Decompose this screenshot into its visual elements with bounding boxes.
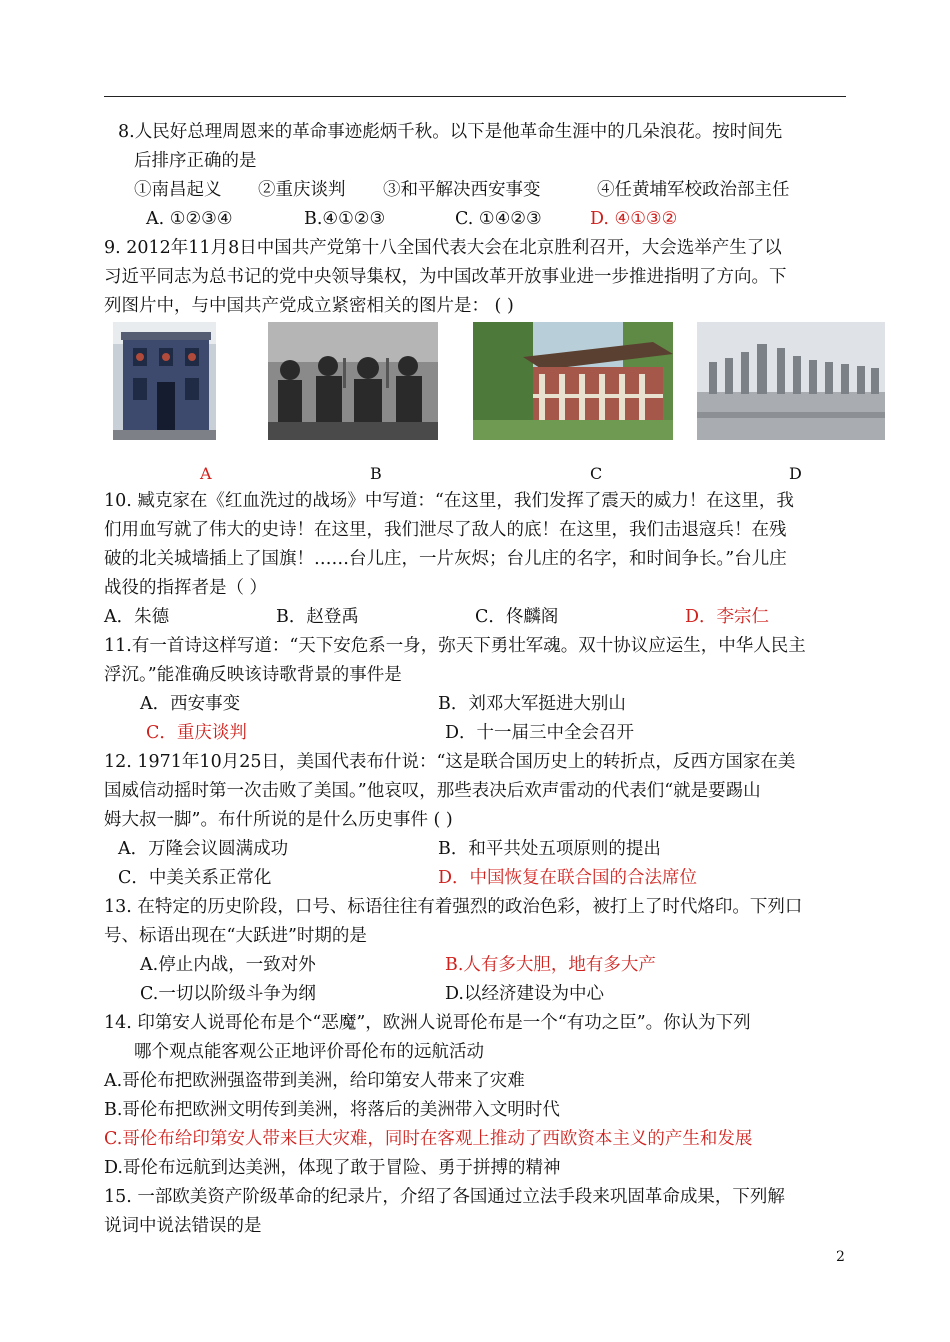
q14-stem-line1: 14. 印第安人说哥伦布是个“恶魔”，欧洲人说哥伦布是一个“有功之臣”。你认为下列 [104,1013,751,1033]
q10-option-d-answer: D．李宗仁 [685,607,770,627]
photo-caption-a: A [200,464,212,483]
q15-stem-line1: 15. 一部欧美资产阶级革命的纪录片，介绍了各国通过立法手段来巩固革命成果，下列解 [104,1187,785,1207]
q13-option-a: A.停止内战，一致对外 [140,955,316,975]
q13-stem-line2: 号、标语出现在“大跃进”时期的是 [104,926,367,946]
q12-option-d-answer: D．中国恢复在联合国的合法席位 [438,868,698,888]
header-rule [104,96,846,97]
q10-stem-line2: 们用血写就了伟大的史诗！在这里，我们泄尽了敌人的底！在这里，我们击退寇兵！在残 [104,520,787,540]
q14-option-a: A.哥伦布把欧洲强盗带到美洲，给印第安人带来了灾难 [104,1071,525,1091]
q13-stem-line1: 13. 在特定的历史阶段，口号、标语往往有着强烈的政治色彩，被打上了时代烙印。下列口 [104,897,803,917]
q10-stem-line1: 10. 臧克家在《红血洗过的战场》中写道：“在这里，我们发挥了震天的威力！在这里，我 [104,491,794,511]
photo-c-building [473,322,673,440]
q8-item-2: ②重庆谈判 [258,180,346,200]
photo-caption-c: C [590,464,603,483]
photo-a-party-site [113,322,216,440]
photo-caption-b: B [370,464,382,483]
q10-stem-line4: 战役的指挥者是（ ） [104,578,268,598]
q15-stem-line2: 说词中说法错误的是 [104,1216,262,1236]
q8-item-1: ①南昌起义 [134,180,222,200]
q11-option-c-answer: C．重庆谈判 [146,723,247,743]
q14-option-d: D.哥伦布远航到达美洲，体现了敢于冒险、勇于拼搏的精神 [104,1158,561,1178]
q8-option-c: C. ①④②③ [455,209,542,229]
q14-stem-line2: 哪个观点能客观公正地评价哥伦布的远航活动 [134,1042,484,1062]
q13-option-d: D.以经济建设为中心 [445,984,604,1004]
q14-option-c-answer: C.哥伦布给印第安人带来巨大灾难，同时在客观上推动了西欧资本主义的产生和发展 [104,1129,753,1149]
q12-option-b: B．和平共处五项原则的提出 [438,839,661,859]
q14-option-b: B.哥伦布把欧洲文明传到美洲，将落后的美洲带入文明时代 [104,1100,560,1120]
q9-stem-line3: 列图片中，与中国共产党成立紧密相关的图片是： ( ) [104,296,514,316]
photo-b-ceremony [268,322,438,440]
q8-stem-line1: 8.人民好总理周恩来的革命事迹彪炳千秋。以下是他革命生涯中的几朵浪花。按时间先 [118,122,783,142]
q10-stem-line3: 破的北关城墙插上了国旗！……台儿庄，一片灰烬；台儿庄的名字，和时间争长。”台儿庄 [104,549,787,569]
q8-stem-line2: 后排序正确的是 [134,151,257,171]
page-number: 2 [836,1249,845,1265]
q8-option-d-answer: D. ④①③② [590,209,678,229]
q13-option-c: C.一切以阶级斗争为纲 [140,984,316,1004]
q12-stem-line3: 姆大叔一脚”。布什所说的是什么历史事件 ( ) [104,810,453,830]
q12-option-c: C．中美关系正常化 [118,868,272,888]
q9-stem-line1: 9. 2012年11月8日中国共产党第十八全国代表大会在北京胜利召开，大会选举产生了以 [104,238,782,258]
q11-stem-line2: 浮沉。”能准确反映该诗歌背景的事件是 [104,665,402,685]
q8-item-3: ③和平解决西安事变 [383,180,541,200]
q9-stem-line2: 习近平同志为总书记的党中央领导集权，为中国改革开放事业进一步推进指明了方向。下 [104,267,787,287]
q10-option-c: C．佟麟阁 [475,607,559,627]
q8-option-a: A. ①②③④ [146,209,233,229]
photo-caption-d: D [789,464,802,483]
q8-option-b: B.④①②③ [304,209,386,229]
q10-option-a: A．朱德 [104,607,170,627]
q10-option-b: B．赵登禹 [276,607,359,627]
q8-item-4: ④任黄埔军校政治部主任 [597,180,790,200]
q12-stem-line2: 国威信动摇时第一次击败了美国。”他哀叹，那些表决后欢声雷动的代表们“就是要踢山 [104,781,761,801]
photo-d-monument [697,322,885,440]
q11-option-a: A．西安事变 [140,694,241,714]
q12-option-a: A．万隆会议圆满成功 [118,839,289,859]
q13-option-b-answer: B.人有多大胆，地有多大产 [445,955,656,975]
q11-option-b: B．刘邓大军挺进大别山 [438,694,626,714]
q11-stem-line1: 11.有一首诗这样写道：“天下安危系一身，弥天下勇壮军魂。双十协议应运生，中华人民主 [104,636,806,656]
q12-stem-line1: 12. 1971年10月25日，美国代表布什说：“这是联合国历史上的转折点，反西方国家在美 [104,752,796,772]
q11-option-d: D．十一届三中全会召开 [445,723,635,743]
